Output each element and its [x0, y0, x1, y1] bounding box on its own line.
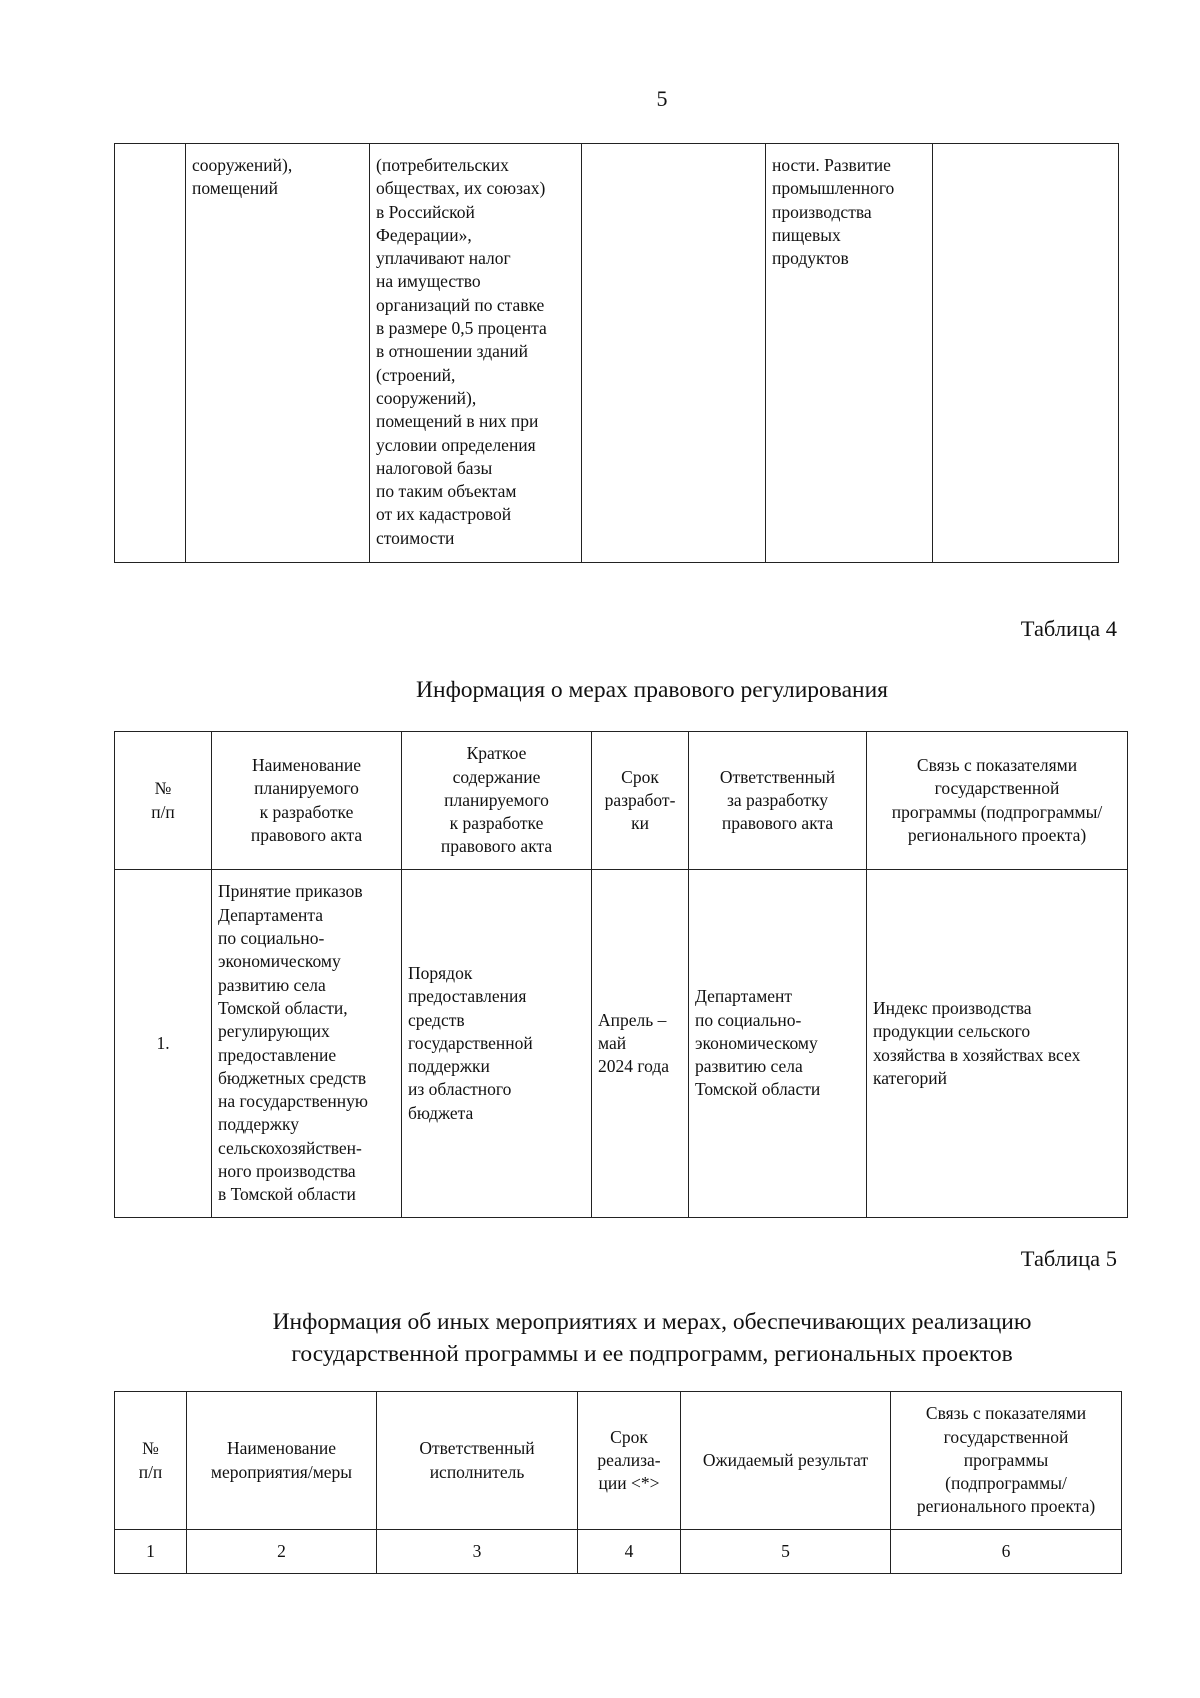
table4-label: Таблица 4	[1020, 616, 1117, 641]
responsible-party: Департамент по социально- экономическому развитию села Томской области	[689, 870, 867, 1218]
table-row	[115, 870, 1128, 1218]
table5-title	[0, 1306, 1200, 1370]
column-header: № п/п	[115, 1392, 187, 1530]
indicator-link: Индекс производства продукции сельского хозяйства в хозяйствах всех категорий	[867, 870, 1128, 1218]
table-cell: сооружений), помещений	[186, 144, 370, 563]
column-header: Наименование планируемого к разработке правового акта	[212, 732, 402, 870]
legal-act-name: Принятие приказов Департамента по социально- экономическому развитию села Томской области, регулирующих предоставление бюджетных средств на государственную поддержку сельскохозяйствен- ного производства в Томской области	[212, 870, 402, 1218]
column-header: Ответственный исполнитель	[377, 1392, 578, 1530]
table5	[114, 1391, 1122, 1574]
table4	[114, 731, 1128, 1218]
column-number: 4	[578, 1530, 681, 1574]
column-header: Связь с показателями государственной программы (подпрограммы/ регионального проекта)	[867, 732, 1128, 870]
column-header: Связь с показателями государственной программы (подпрограммы/ регионального проекта)	[891, 1392, 1122, 1530]
legal-act-content: Порядок предоставления средств государственной поддержки из областного бюджета	[402, 870, 592, 1218]
table-cell	[115, 144, 186, 563]
table-cell	[933, 144, 1119, 563]
column-number: 6	[891, 1530, 1122, 1574]
table5-title-line-2: государственной программы и ее подпрограмм, региональных проектов	[291, 1341, 1013, 1367]
development-term: Апрель – май 2024 года	[592, 870, 689, 1218]
table-cell: ности. Развитие промышленного производства пищевых продуктов	[766, 144, 933, 563]
page-number: 5	[656, 86, 668, 111]
column-number: 5	[681, 1530, 891, 1574]
table5-title-line-1: Информация об иных мероприятиях и мерах, обеспечивающих реализацию	[272, 1309, 1032, 1335]
column-header: Ожидаемый результат	[681, 1392, 891, 1530]
column-header: Краткое содержание планируемого к разработке правового акта	[402, 732, 592, 870]
column-header: Срок реализа- ции <*>	[578, 1392, 681, 1530]
column-number: 1	[115, 1530, 187, 1574]
table-header-row	[115, 1392, 1122, 1530]
table-row	[115, 144, 1119, 563]
column-header: Наименование мероприятия/меры	[187, 1392, 377, 1530]
table4-title: Информация о мерах правового регулирования	[416, 677, 888, 703]
table-cell	[582, 144, 766, 563]
column-header: № п/п	[115, 732, 212, 870]
table-cell: (потребительских обществах, их союзах) в Российской Федерации», уплачивают налог на имущество организаций по ставке в размере 0,5 процента в отношении зданий (строений, сооружений), помещений в них при условии определения налоговой базы по таким объектам от их кадастровой стоимости	[370, 144, 582, 563]
column-header: Срок разработ- ки	[592, 732, 689, 870]
table-header-row	[115, 732, 1128, 870]
column-header: Ответственный за разработку правового акта	[689, 732, 867, 870]
table-row	[115, 1530, 1122, 1574]
row-number: 1.	[115, 870, 212, 1218]
continuation-table	[114, 143, 1119, 563]
table5-label: Таблица 5	[1020, 1246, 1117, 1271]
column-number: 2	[187, 1530, 377, 1574]
column-number: 3	[377, 1530, 578, 1574]
